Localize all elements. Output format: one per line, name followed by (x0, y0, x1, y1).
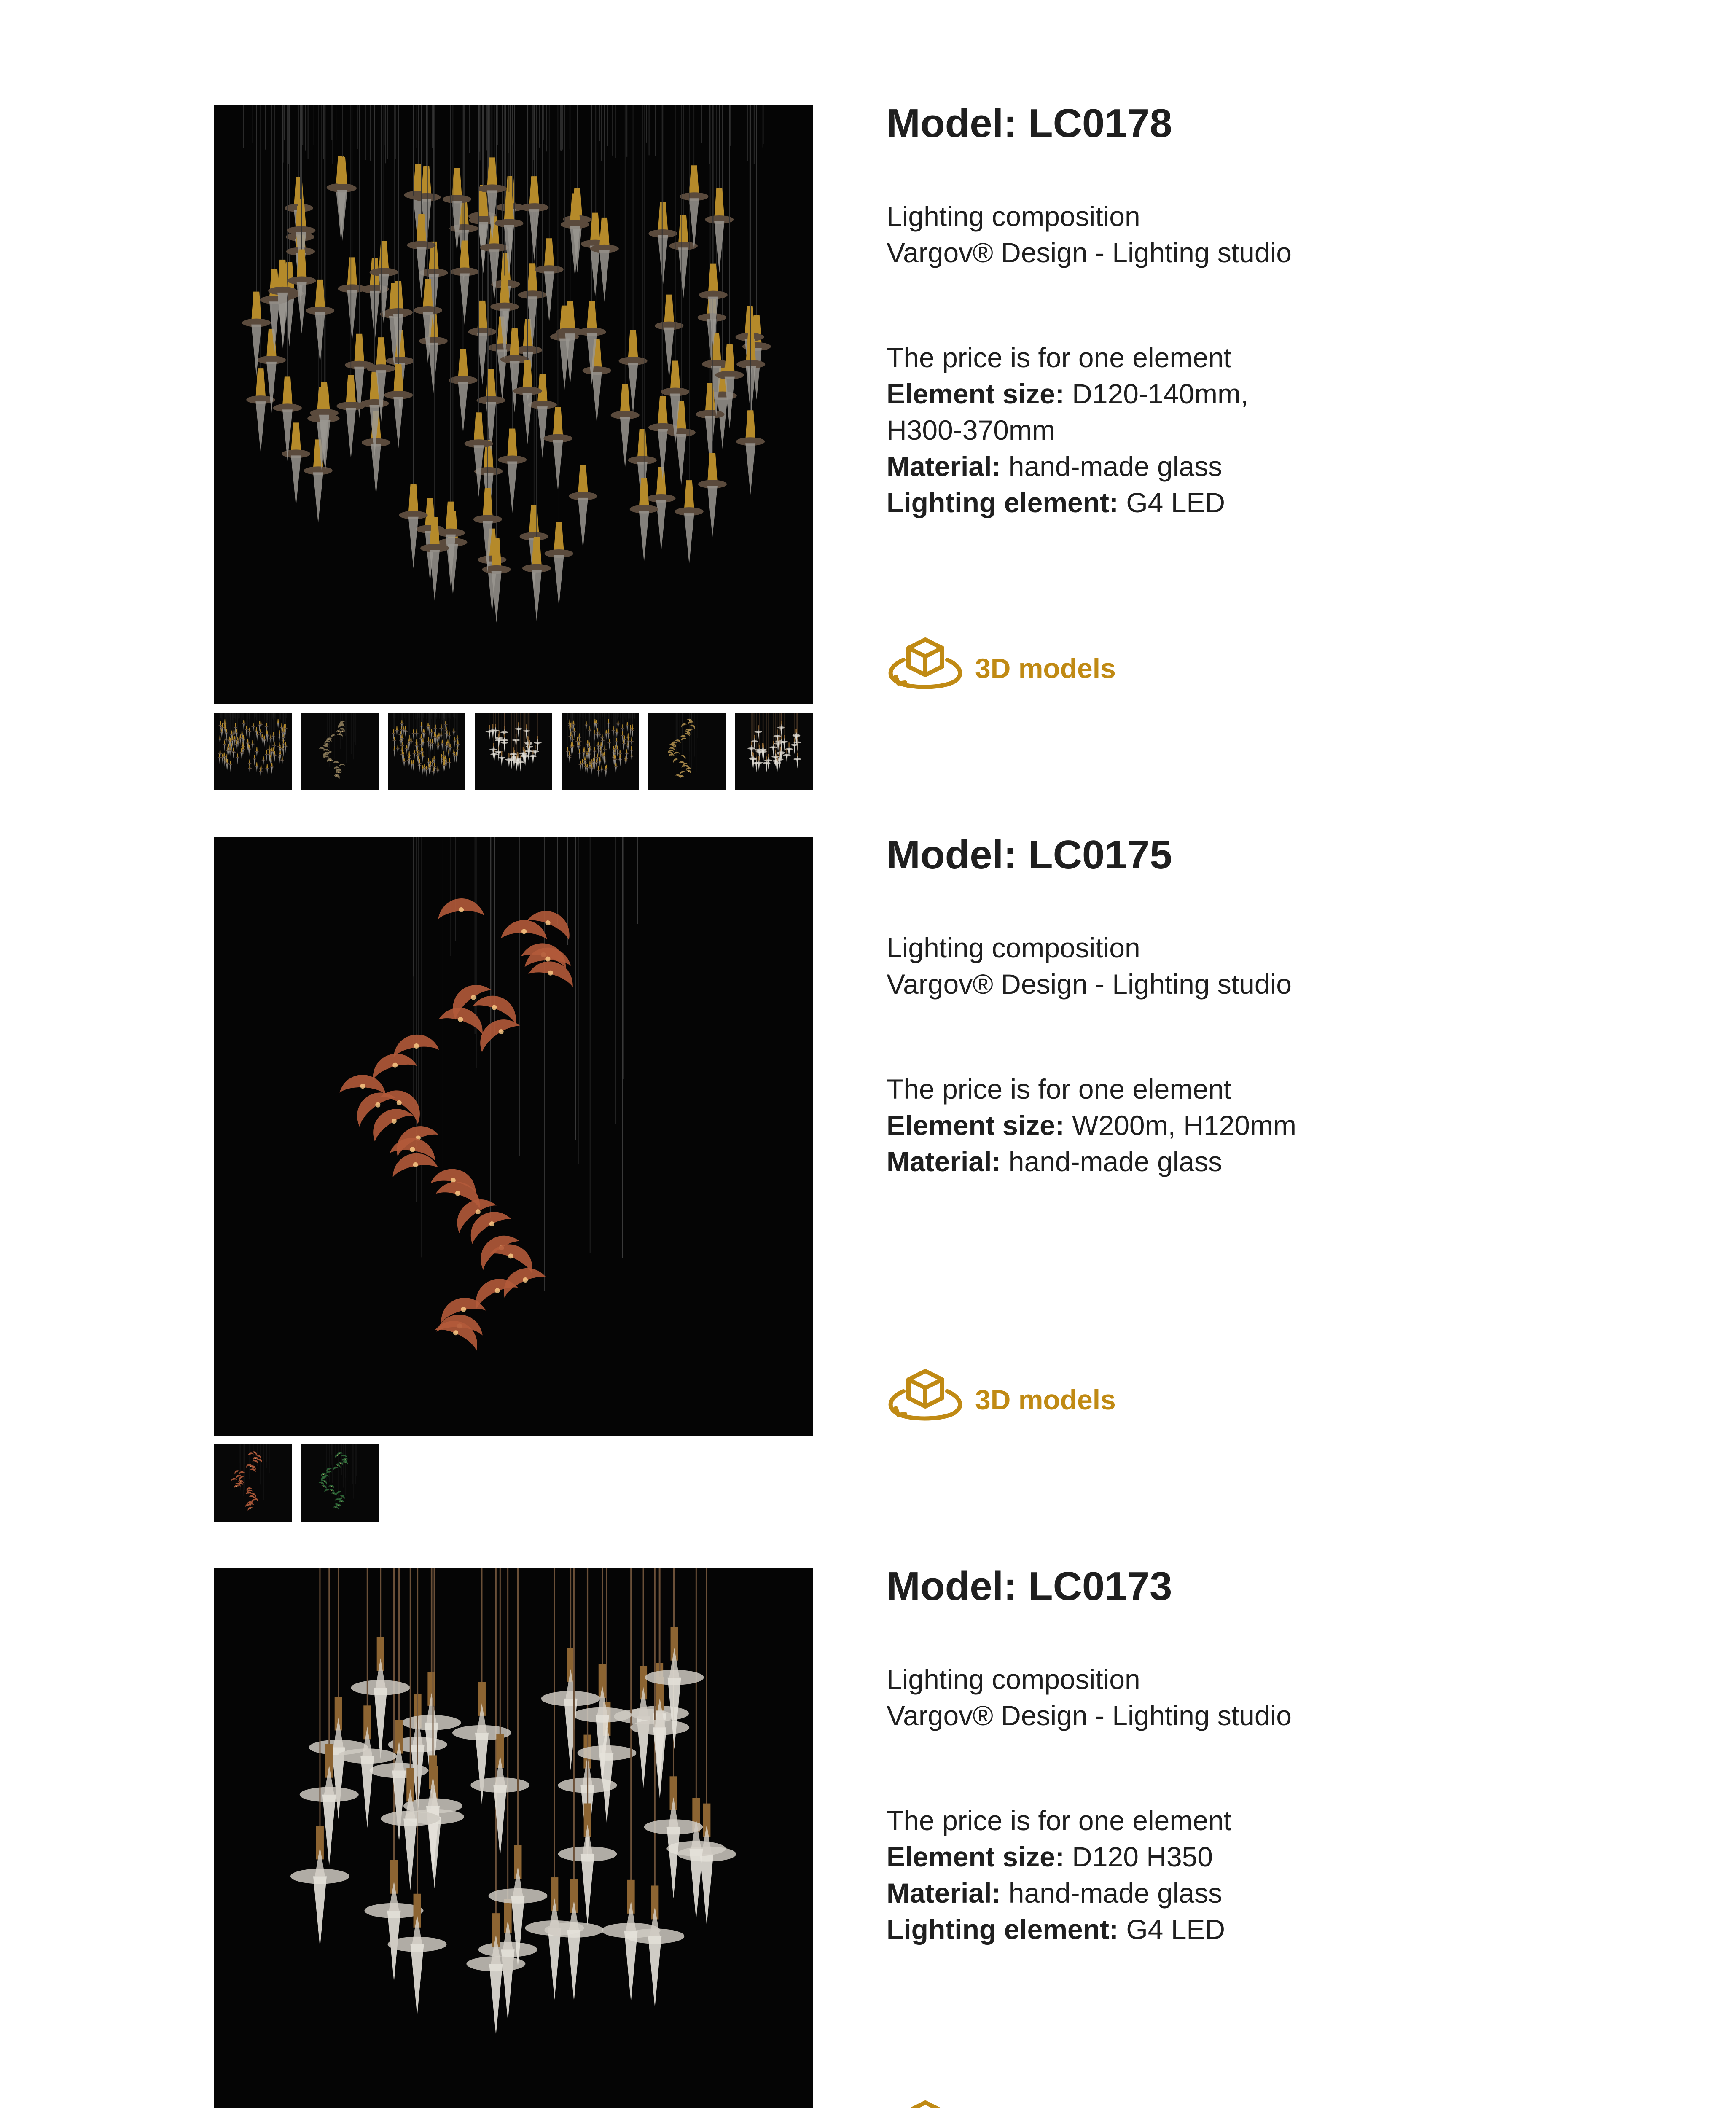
thumbnail-photo (562, 713, 639, 790)
thumbnail-photo (735, 713, 813, 790)
spec-value: H300-370mm (887, 414, 1055, 446)
thumbnail-image[interactable] (388, 713, 465, 790)
spec-value: The price is for one element (887, 1805, 1232, 1836)
product-lc0175 (0, 832, 1736, 1570)
spec-label: Material: (887, 1146, 1001, 1177)
subtitle-line: Lighting composition (887, 201, 1140, 232)
spec-line (887, 376, 1248, 412)
spec-list (887, 1071, 1296, 1180)
3d-models-link[interactable] (883, 2097, 1116, 2108)
spec-line (887, 1143, 1296, 1180)
thumbnail-photo (301, 713, 379, 790)
product-photo[interactable] (214, 105, 813, 704)
spec-value: hand-made glass (1001, 451, 1223, 482)
spec-value: G4 LED (1118, 487, 1225, 518)
spec-label: Material: (887, 451, 1001, 482)
spec-value: D120-140mm, (1064, 378, 1249, 409)
product-photo[interactable] (214, 837, 813, 1436)
3d-models-label: 3D models (975, 653, 1116, 684)
thumbnail-image[interactable] (475, 713, 552, 790)
chandelier-photo-gold-cones (214, 105, 813, 704)
subtitle-line: Lighting composition (887, 932, 1140, 963)
spec-line (887, 1071, 1296, 1107)
spec-line (887, 412, 1248, 448)
product-subtitle (887, 930, 1292, 1002)
thumbnail-photo (475, 713, 552, 790)
spec-line (887, 1911, 1231, 1947)
spec-label: Element size: (887, 378, 1064, 409)
3d-rotate-cube-icon (883, 2097, 967, 2108)
thumbnail-photo (214, 713, 292, 790)
spec-list (887, 339, 1248, 521)
spec-line (887, 484, 1248, 521)
thumbnail-image[interactable] (214, 713, 292, 790)
product-subtitle (887, 1661, 1292, 1734)
thumbnail-photo (301, 1444, 379, 1522)
spec-line (887, 1839, 1231, 1875)
spec-value: W200m, H120mm (1064, 1110, 1296, 1141)
spec-value: hand-made glass (1001, 1146, 1223, 1177)
spec-list (887, 1802, 1231, 1947)
spec-label: Element size: (887, 1841, 1064, 1872)
thumbnail-image[interactable] (562, 713, 639, 790)
subtitle-line: Vargov® Design - Lighting studio (887, 237, 1292, 268)
spec-value: The price is for one element (887, 342, 1232, 373)
thumbnail-photo (648, 713, 726, 790)
thumbnail-image[interactable] (735, 713, 813, 790)
3d-models-link[interactable] (883, 1366, 1116, 1433)
3d-rotate-cube-icon (883, 635, 967, 702)
product-photo[interactable] (214, 1568, 813, 2108)
thumbnail-image[interactable] (301, 1444, 379, 1522)
subtitle-line: Lighting composition (887, 1664, 1140, 1695)
spec-line (887, 1802, 1231, 1839)
model-title: Model: LC0173 (887, 1564, 1172, 1609)
spec-line (887, 339, 1248, 376)
thumbnail-image[interactable] (214, 1444, 292, 1522)
thumbnail-strip (214, 1444, 813, 1522)
spec-value: hand-made glass (1001, 1877, 1223, 1909)
subtitle-line: Vargov® Design - Lighting studio (887, 968, 1292, 1000)
thumbnail-strip (214, 713, 813, 790)
spec-line (887, 448, 1248, 484)
thumbnail-image[interactable] (648, 713, 726, 790)
model-title: Model: LC0178 (887, 101, 1172, 146)
thumbnail-photo (214, 1444, 292, 1522)
3d-rotate-cube-icon (883, 1366, 967, 1433)
chandelier-photo-amber-shells (214, 837, 813, 1436)
model-title: Model: LC0175 (887, 832, 1172, 877)
chandelier-photo-glass-stars (214, 1568, 813, 2108)
spec-line (887, 1875, 1231, 1911)
spec-value: D120 H350 (1064, 1841, 1213, 1872)
product-lc0173 (0, 1564, 1736, 2108)
spec-value: G4 LED (1118, 1914, 1225, 1945)
spec-label: Element size: (887, 1110, 1064, 1141)
spec-line (887, 1107, 1296, 1143)
spec-label: Lighting element: (887, 1914, 1118, 1945)
spec-label: Lighting element: (887, 487, 1118, 518)
thumbnail-image[interactable] (301, 713, 379, 790)
product-subtitle (887, 198, 1292, 271)
subtitle-line: Vargov® Design - Lighting studio (887, 1700, 1292, 1731)
spec-label: Material: (887, 1877, 1001, 1909)
product-lc0178 (0, 101, 1736, 839)
3d-models-label: 3D models (975, 1384, 1116, 1415)
spec-value: The price is for one element (887, 1073, 1232, 1105)
3d-models-link[interactable] (883, 635, 1116, 702)
thumbnail-photo (388, 713, 465, 790)
